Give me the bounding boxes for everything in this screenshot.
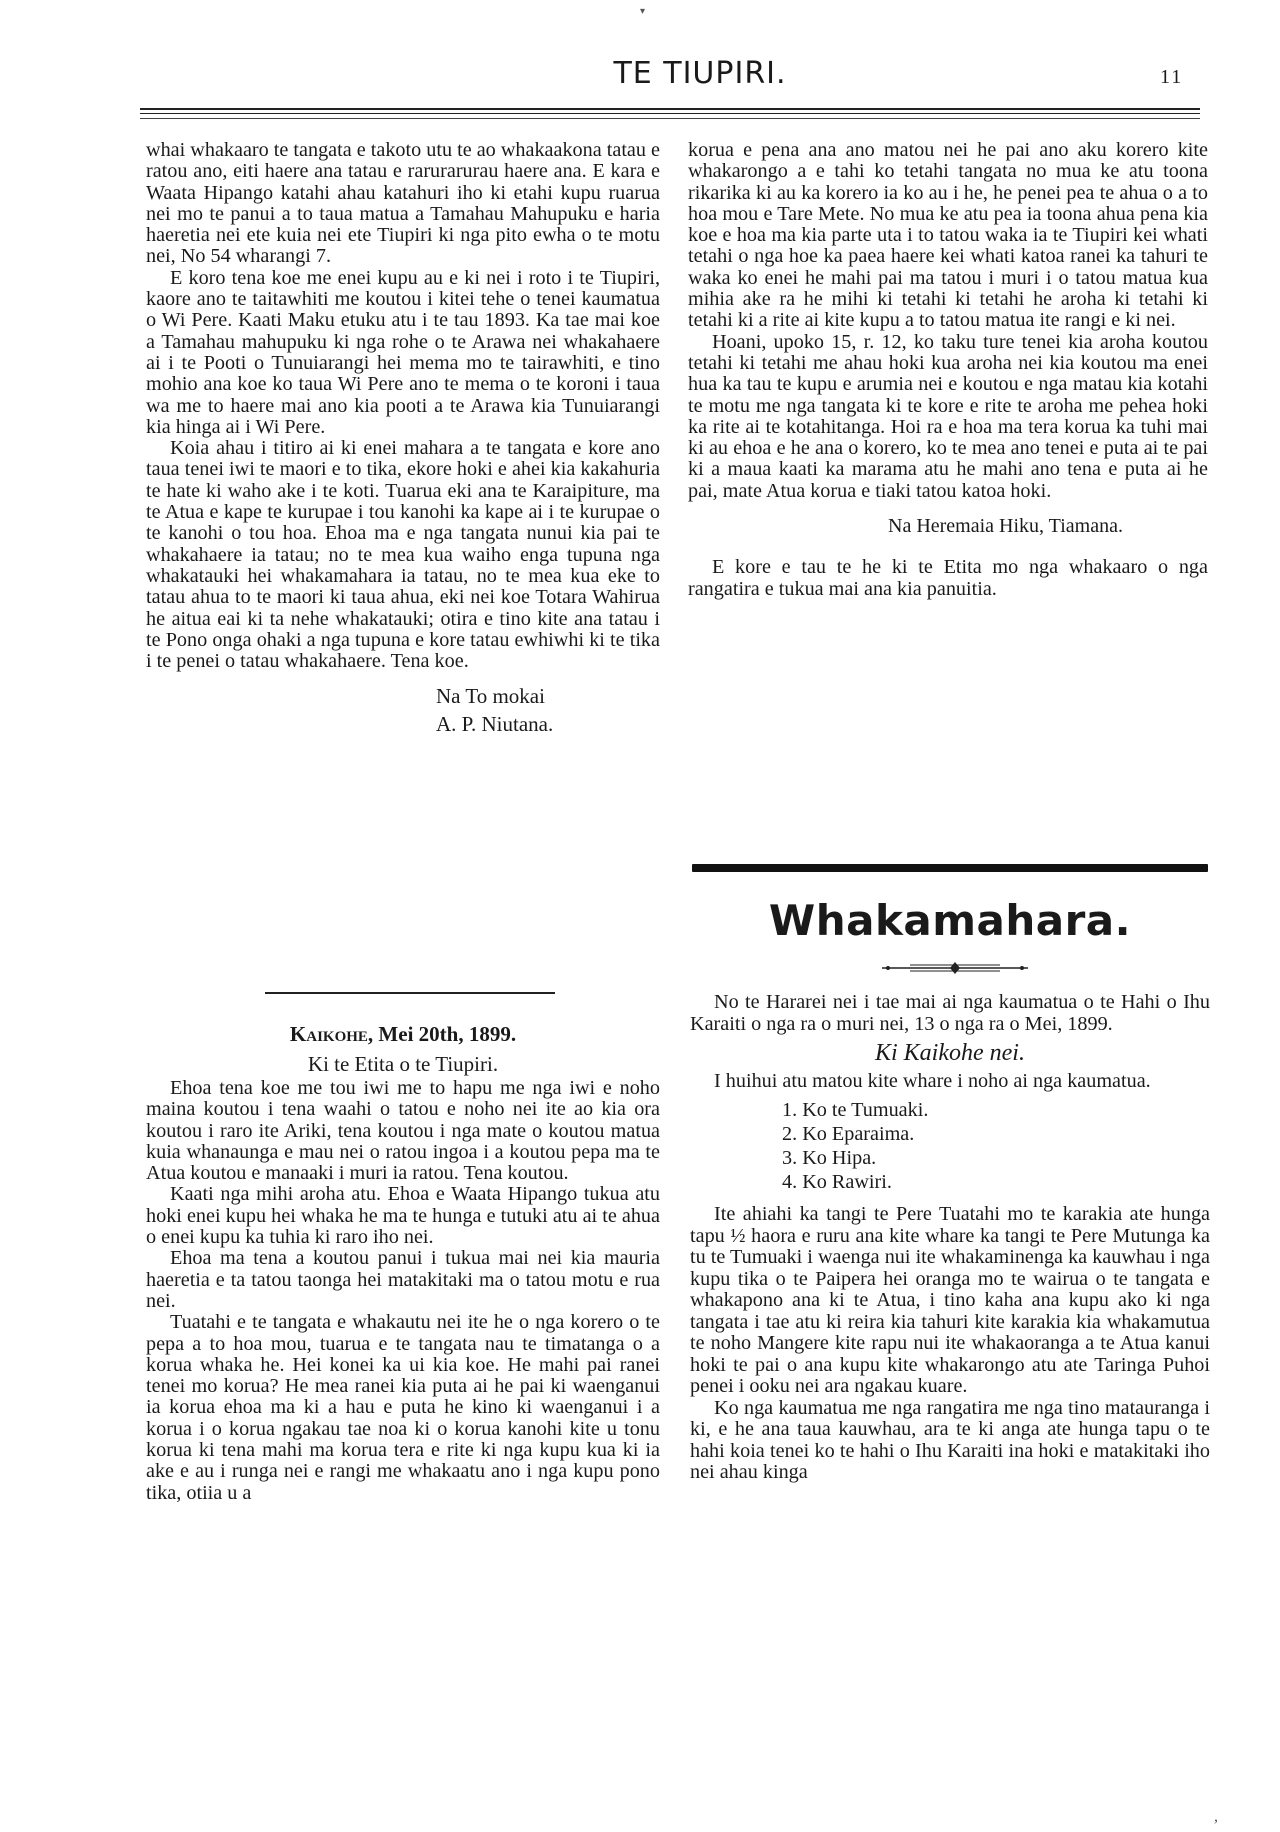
paragraph: Ko nga kaumatua me nga rangatira me nga tino matauranga i ki, e he ana taua kauwhau, ara te ki anga ate hunga tapu o te hahi koia tenei ko te hahi o Ihu Karaiti ina hoki e matakitaki iho nei ahau kinga	[690, 1396, 1210, 1483]
paragraph: Ehoa tena koe me tou iwi me to hapu me nga iwi e noho maina koutou i tena waahi o tatou e noho nei ite ao kia ora koutou i raro ite Ariki, tena koutou i nga mate o koutou matua kuia whanaunga e mau nei o ratou ingoa i a koutou pepa ma te Atua koutou e manaaki i muri ia ratou. Tena koutou.	[146, 1077, 660, 1185]
dateline-date: Mei 20th, 1899.	[378, 1022, 517, 1046]
list-item: 4. Ko Rawiri.	[782, 1171, 892, 1193]
subheading: Ki Kaikohe nei.	[875, 1040, 1025, 1066]
signature-heremaia: Na Heremaia Hiku, Tiamana.	[888, 515, 1123, 538]
masthead	[0, 52, 1280, 92]
meeting-paragraph: I huihui atu matou kite whare i noho ai nga kaumatua.	[714, 1069, 1151, 1092]
paragraph: Koia ahau i titiro ai ki enei mahara a te tangata e kore ano taua tenei iwi te maori e to tika, ekore hoki e ahei kia kakahuria te hate ki waho ake i te koti. Tuarua eki ana te Karaipiture, ma te Atua e kape te kurupae i tou kanohi ka kape ai i te kurupae o te kanohi o tou hoa. Ehoa ma e nga tangata nunui kia pai te whakahaere ia tatau; no te mea kua waiho enga tupuna nga whakatauki hei whakamahara ia tatau, no te mea kua eke to tatau ahua to te maori ki taua ahua, eki nei koe Totara Wahirua he aitua eai ki ta nehe whakatauki; otira e tino kite ana tatau i te Pono onga ohaki a nga tupuna e kore tatau ewhiwhi ki te tika i te penei o tatau whakahaere. Tena koe.	[146, 437, 660, 673]
letter-continued	[688, 140, 1208, 600]
list-item: 3. Ko Hipa.	[782, 1147, 877, 1169]
page-number: 11	[1160, 66, 1184, 88]
paragraph: Ite ahiahi ka tangi te Pere Tuatahi mo te karakia ate hunga tapu ½ haora e ruru ana kite whare ka tangi te Pere Mutunga ka tu te Tumuaki i waenga nui ite whakaminenga ka kauwhau i nga kupu tika o te Paipera hei oranga mo te wairua o te tangata e whakapono ana ki te Atua, i tino kaha ana kupu ako ki nga tangata i tae atu ki reira kia tahuri kite karakia kia whakamutua te noho Mangere kite rapu nui ite whakaoranga a te Atua kanui hoki te pai o ana kupu kite whakarongo atu ate Taringa Puhoi penei i ooku nei ara ngakau kuare.	[690, 1203, 1210, 1397]
paragraph: E koro tena koe me enei kupu au e ki nei i roto i te Tiupiri, kaore ano te taitawhiti me koutou i kitei tehe o tenei kaumatua o Wi Pere. Kaati Maku etuku atu i te tau 1893. Ka tae mai koe a Tamahau mahupuku ki nga rohe o te Arawa nei whakahaere ai i te Pooti o Tunuiarangi hei mema mo te tairawhiti, e tino mohio ana koe ko taua Wi Pere ano te mema o te koroni i taua wa me to haere mai ano kia pooti a te Arawa kia Tunuiarangi kia hinga ai i Wi Pere.	[146, 266, 660, 438]
officers-list	[690, 1098, 1210, 1194]
signature-name	[146, 711, 660, 736]
newspaper-title: TE TIUPIRI.	[613, 56, 787, 91]
paragraph: Tuatahi e te tangata e whakautu nei ite he o nga korero o te pepa a to hoa mou, tuarua e te tangata nau te timatanga o a korua whaka he. Hei konei ka ui kia koe. He mahi pai ranei tenei mo korua? He mea ranei kia puta ai he pai ki waenganui ia korua ehoa ma ki a hau e puta he kino ki waenganui i a korua i o korua ngakau tae noa ki o korua kanohi kite u tonu korua ki tena mahi ma korua tera e rite ki nga kupu kua ki ia ake e au i runga nei e rangi me whakaatu ano i nga kupu pono tika, otiia u a	[146, 1311, 660, 1504]
heavy-divider	[692, 864, 1208, 872]
signature-text: A. P. Niutana.	[436, 711, 554, 736]
ornament-divider	[880, 960, 1030, 976]
paragraph: Hoani, upoko 15, r. 12, ko taku ture tenei kia aroha koutou tetahi ki tetahi me ahau hoki kua aroha nei kia koutou ma enei hua ka tau te kupu e arumia nei e koutou e nga matau kia kotahi te motu me nga tangata ki te kore e rite te aroha me pehea hoki ka rite ai te kotahitanga. Hoi ra e hoa ma tera korua ka tuhi mai ki au ehoa e he ana o korero, ko te mea ano tenei e puta ai te pai ki a maua kaati ka marama atu he mahi ano tena e puta ai he pai, mate Atua korua e tiaki tatou katoa hoki.	[688, 330, 1208, 502]
list-item: 2. Ko Eparaima.	[782, 1123, 915, 1145]
dateline	[146, 1022, 660, 1047]
intro-paragraph: No te Hararei nei i tae mai ai nga kaumatua o te Hahi o Ihu Karaiti o nga ra o muri nei, 13 o nga ra o Mei, 1899.	[690, 991, 1210, 1035]
letter-kaikohe	[146, 1078, 660, 1504]
dateline-place: Kaikohe,	[289, 1022, 374, 1046]
paragraph: Ehoa ma tena a koutou panui i tukua mai nei kia mauria haeretia e ta tatou taonga hei matakitaki ma o tatou motu e rua nei.	[146, 1247, 660, 1312]
paragraph: whai whakaaro te tangata e takoto utu te ao whakaakona tatau e ratou ano, eiti haere ana tatau e rarurarurau haere ana. E kara e Waata Hipango katahi ahau katahuri iho ki etahi kupu ruarua nei mo te panui a to taua matua a Tamahau Mahupuku e haria haeretia nei ete kuia nei ete Tiupiri ki nga pito ewha o te motu nei, No 54 wharangi 7.	[146, 139, 660, 268]
section-title-whakamahara: Whakamahara.	[768, 896, 1132, 945]
editor-note: E kore e tau te he ki te Etita mo nga whakaaro o nga rangatira e tukua mai ana kia panuitia.	[688, 556, 1208, 600]
paragraph: korua e pena ana ano matou nei he pai ano aku korero kite whakarongo a e tahi ko tetahi tangata no mua ke atu toona rikarika ki au ka korero ia ko au i he, he penei pea te ahua o a to hoa mou e Tare Mete. No mua ke atu pea ia toona ahua pena kia koe e hoa ma kia parte uta i to tatou waka ia te Tiupiri kei whati tetahi o nga hoe ka paea haere kei whati katoa ranei ka tahuri te waka ko enei he mahi pai ma tatou i muri i o tatou matua kua mihia ake ra he mihi ki tetahi ki tetahi he aroha ki tetahi ki tetahi ki a rite ai kite kupu a to tatou matua ite rangi e ki nei.	[688, 139, 1208, 332]
scan-mark: ▾	[640, 6, 646, 17]
signature-line: Na To mokai	[436, 684, 545, 709]
header-rule-thin	[140, 118, 1200, 119]
whakamahara-body	[690, 992, 1210, 1484]
paragraph: Kaati nga mihi aroha atu. Ehoa e Waata Hipango tukua atu hoki enei kupu hei whaka he ma te hunga e tutuki atu ai te ahua o enei kupu ka tuhia ki raro iho nei.	[146, 1183, 660, 1249]
list-item: 1. Ko te Tumuaki.	[782, 1099, 929, 1121]
letter-niutana	[146, 140, 660, 735]
section-divider	[265, 992, 555, 994]
salutation: Ki te Etita o te Tiupiri.	[307, 1052, 499, 1076]
header-rule	[140, 108, 1200, 114]
scan-mark: ,	[1214, 1808, 1218, 1825]
